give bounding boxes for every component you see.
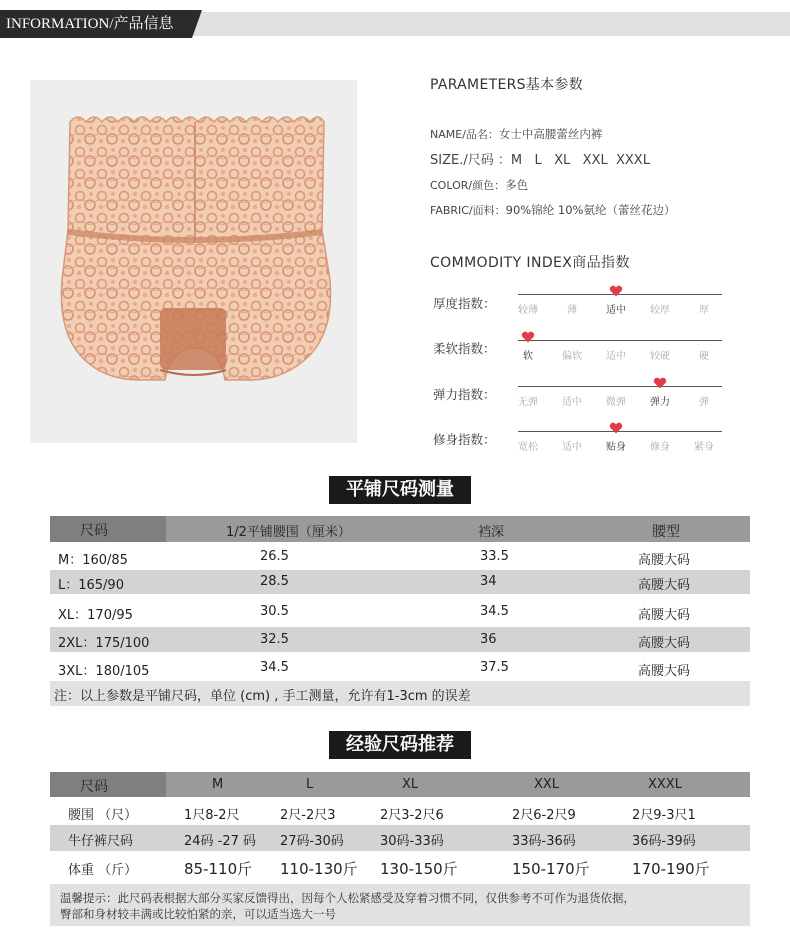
exp-header-xxxl: XXXL	[648, 777, 682, 792]
param-fabric-label: FABRIC/面料：	[430, 204, 506, 217]
param-name-row	[430, 126, 602, 142]
table-cell: 24码 -27 码	[184, 834, 257, 849]
scale-line	[518, 340, 722, 341]
table-cell: 2尺3-2尺6	[380, 808, 444, 823]
table-cell: 腰围 （尺）	[68, 808, 138, 823]
param-fabric-value: 90%锦纶 10%氨纶（蕾丝花边）	[505, 203, 676, 217]
table-cell: 30.5	[260, 604, 289, 619]
table-cell: 36	[480, 632, 497, 647]
commodity-index-title: COMMODITY INDEX商品指数	[430, 255, 630, 271]
table-cell: 32.5	[260, 632, 289, 647]
param-name-value: 女士中高腰蕾丝内裤	[498, 127, 603, 141]
table-cell: 2尺9-3尺1	[632, 808, 696, 823]
parameters-title: PARAMETERS基本参数	[430, 77, 583, 93]
scale-option: 厚	[699, 305, 709, 316]
param-color-label: COLOR/颜色：	[430, 179, 506, 192]
flat-table-note-bar	[50, 681, 750, 706]
param-color-value: 多色	[505, 178, 529, 192]
table-row	[50, 655, 750, 681]
table-row	[50, 825, 750, 851]
exp-table-title: 经验尺码推荐	[329, 731, 471, 759]
table-cell: 3XL：180/105	[58, 664, 150, 679]
table-cell: L：165/90	[58, 578, 124, 593]
param-size-value: ：M L XL XXL XXXL	[497, 153, 650, 168]
section-header-title: INFORMATION/产品信息	[0, 10, 192, 38]
table-cell: 高腰大码	[638, 636, 691, 651]
lace-panties-image	[30, 80, 357, 443]
param-size-label: SIZE./尺码	[430, 153, 494, 168]
product-photo	[30, 80, 357, 443]
flat-header-rise: 裆深	[478, 525, 505, 540]
param-name-label: NAME/品名：	[430, 128, 499, 141]
table-cell: 34.5	[480, 604, 509, 619]
exp-header-size: 尺码	[80, 779, 108, 795]
index-scale-fit	[518, 431, 722, 451]
table-cell: 26.5	[260, 549, 289, 564]
index-label-elasticity: 弹力指数：	[433, 387, 496, 402]
table-cell: 1尺8-2尺	[184, 808, 240, 823]
scale-option: 适中	[562, 442, 582, 453]
table-row	[50, 570, 750, 594]
table-cell: 30码-33码	[380, 834, 444, 849]
table-row	[50, 598, 750, 626]
flat-header-size: 尺码	[80, 523, 108, 539]
scale-option: 较薄	[518, 305, 538, 316]
flat-header-waist: 1/2平铺腰围（厘米）	[226, 525, 351, 540]
table-cell: 33码-36码	[512, 834, 576, 849]
table-cell: 高腰大码	[638, 553, 691, 568]
table-cell: 110-130斤	[280, 860, 358, 878]
param-fabric-row	[430, 202, 675, 218]
table-cell: 高腰大码	[638, 664, 691, 679]
table-cell: 37.5	[480, 660, 509, 675]
scale-option: 适中	[606, 305, 626, 316]
flat-header-waist-type: 腰型	[652, 524, 680, 540]
index-label-thickness: 厚度指数：	[433, 296, 496, 311]
exp-header-xxl: XXL	[534, 777, 560, 792]
heart-icon	[609, 285, 623, 297]
index-scale-thickness	[518, 294, 722, 314]
index-scale-elasticity	[518, 386, 722, 406]
table-row	[50, 799, 750, 825]
exp-header-m: M	[212, 777, 224, 792]
param-size-row	[430, 149, 650, 168]
scale-line	[518, 386, 722, 387]
table-cell: M：160/85	[58, 553, 128, 568]
table-row	[50, 627, 750, 652]
table-cell: 28.5	[260, 574, 289, 589]
scale-option: 较厚	[650, 305, 670, 316]
table-cell: 牛仔裤尺码	[68, 834, 134, 849]
table-cell: XL：170/95	[58, 608, 133, 623]
table-cell: 2尺-2尺3	[280, 808, 336, 823]
scale-option: 较硬	[650, 351, 670, 362]
exp-table-header	[50, 772, 750, 797]
table-row	[50, 851, 750, 883]
exp-header-l: L	[306, 777, 314, 792]
flat-table-title: 平铺尺码测量	[329, 476, 471, 504]
scale-option: 微弹	[606, 397, 626, 408]
scale-option: 薄	[567, 305, 577, 316]
scale-option: 紧身	[694, 442, 714, 453]
scale-option: 弹力	[650, 397, 670, 408]
flat-table-header	[50, 516, 750, 542]
flat-table-note: 注：以上参数是平铺尺码，单位 (cm) , 手工测量，允许有1-3cm 的误差	[54, 689, 471, 704]
table-cell: 150-170斤	[512, 860, 590, 878]
table-cell: 高腰大码	[638, 608, 691, 623]
index-label-softness: 柔软指数：	[433, 341, 496, 356]
exp-note-line2: 臀部和身材较丰满或比较怕紧的亲，可以适当选大一号	[60, 907, 336, 921]
table-cell: 体重 （斤）	[68, 863, 138, 878]
heart-icon	[653, 377, 667, 389]
scale-option: 偏软	[562, 351, 582, 362]
index-label-fit: 修身指数：	[433, 432, 496, 447]
table-cell: 85-110斤	[184, 860, 253, 878]
table-cell: 2XL：175/100	[58, 636, 150, 651]
exp-table-note-bar	[50, 884, 750, 926]
heart-icon	[521, 331, 535, 343]
heart-icon	[609, 422, 623, 434]
scale-option: 修身	[650, 442, 670, 453]
table-cell: 高腰大码	[638, 578, 691, 593]
scale-option: 适中	[562, 397, 582, 408]
exp-note-line1: 温馨提示：此尺码表根据大部分买家反馈得出，因每个人松紧感受及穿着习惯不同，仅供参考不可作为退货依据，	[60, 891, 635, 905]
table-cell: 2尺6-2尺9	[512, 808, 576, 823]
table-cell: 33.5	[480, 549, 509, 564]
table-cell: 34	[480, 574, 497, 589]
scale-option: 无弹	[518, 397, 538, 408]
scale-option: 弹	[699, 397, 709, 408]
scale-option: 适中	[606, 351, 626, 362]
table-cell: 36码-39码	[632, 834, 696, 849]
scale-option: 贴身	[606, 442, 626, 453]
exp-header-xl: XL	[402, 777, 419, 792]
scale-option: 宽松	[518, 442, 538, 453]
index-scale-softness	[518, 340, 722, 360]
table-cell: 27码-30码	[280, 834, 344, 849]
scale-option: 硬	[699, 351, 709, 362]
table-cell: 34.5	[260, 660, 289, 675]
table-cell: 170-190斤	[632, 860, 710, 878]
table-row	[50, 543, 750, 570]
scale-option: 软	[523, 351, 533, 362]
param-color-row	[430, 177, 528, 193]
table-cell: 130-150斤	[380, 860, 458, 878]
